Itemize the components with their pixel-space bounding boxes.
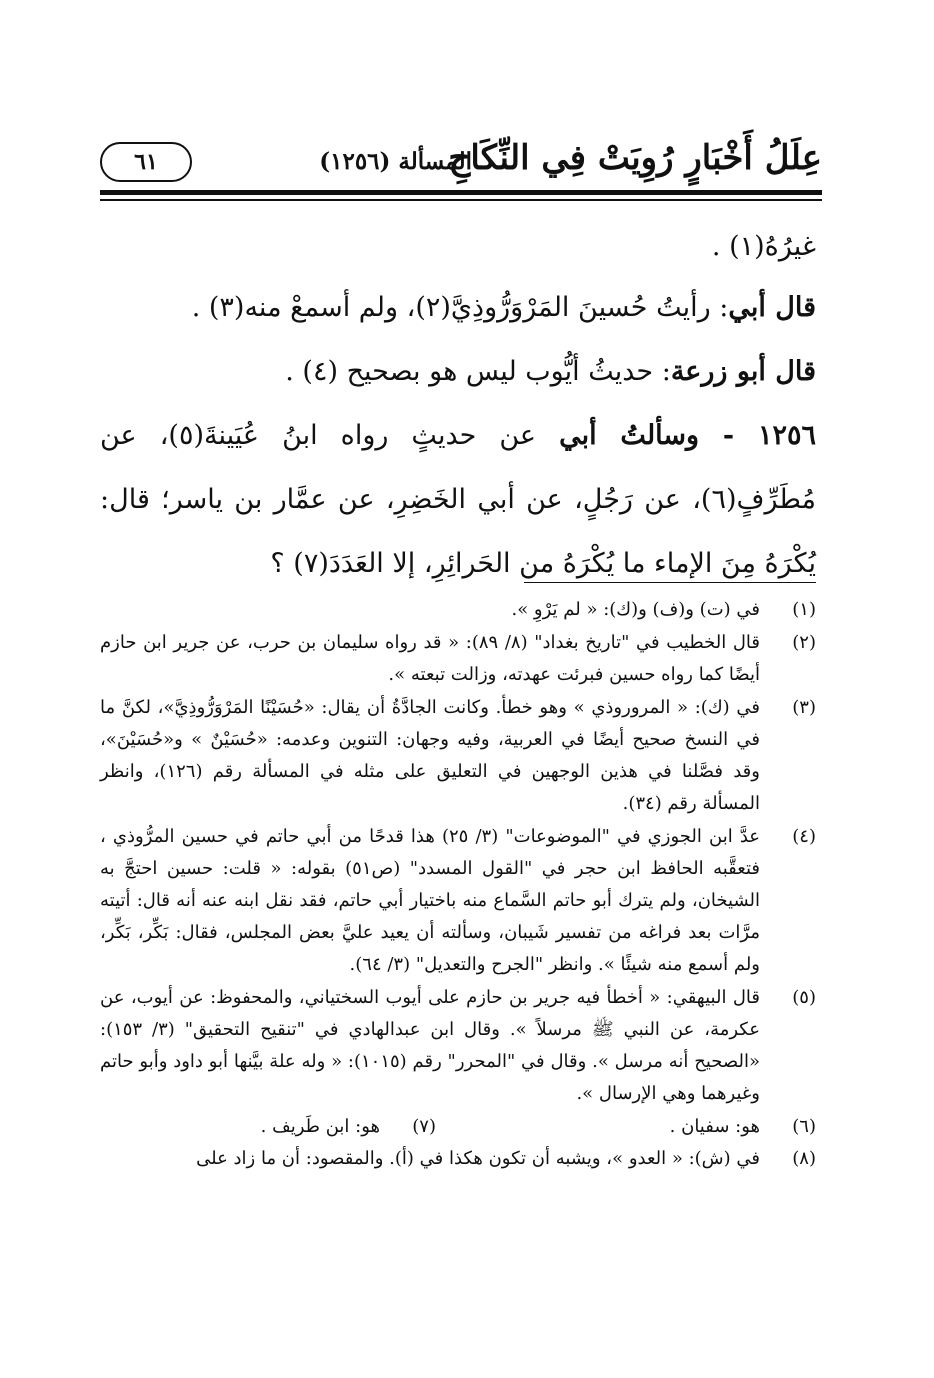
footnote-text: في (ت) و(ف) و(ك): « لم يَرْوِ ». [511,599,760,620]
footnote-separator [524,582,816,583]
footnote-pair [100,1111,816,1143]
footnote-number: (٨) [792,1148,816,1169]
footnote-number: (٦) [792,1116,816,1137]
text-line: غيرُهُ(١) . [711,231,816,262]
footnote-number: (٢) [792,632,816,653]
main-text [100,218,816,596]
header-rule-thick [100,190,822,195]
footnote-text: في (ك): « المروروذي » وهو خطأ. وكانت الجادَّةُ أن يقال: «حُسَيْنًا المَرْوَرُّوذِيَّ»، لكنَّ ما في النسخ صحيح أيضًا في العربية، وفيه وجهان: التنوين وعدمه: «حُسَيْنٌ » و«حُسَيْنَ»، وقد فصَّلنا في هذين الوجهين في التعليق على مثله في المسألة رقم (١٢٦)، وانظر المسألة رقم (٣٤). [100,697,760,814]
text-span: : حديثُ أيُّوب ليس هو بصحيح (٤) . [285,356,671,387]
text-span: عن حديثٍ رواه ابنُ عُيَينةَ(٥)، عن مُطَرِّفٍ(٦)، عن رَجُلٍ، عن أبي الخَضِرِ، عن عمَّار بن ياسر؛ قال: يُكْرَهُ مِنَ الإماء ما يُكْرَهُ من الحَرائِرِ، إلا العَدَدَ(٧) ؟ [100,420,816,579]
footnote [100,821,816,981]
footnote-number: (٥) [792,987,816,1008]
footnote [100,627,816,691]
footnote-text: هو: ابن طَريف . [260,1116,380,1137]
footnote-number: (٤) [792,826,816,847]
header-rule-thin [100,199,822,201]
footnote-number: (١) [792,599,816,620]
issue-heading: ١٢٥٦ - وسألتُ أبي [559,420,816,451]
issue-paragraph [100,404,816,596]
footnote [100,1143,816,1175]
footnote-text: في (ش): « العدو »، ويشبه أن تكون هكذا في (أ). والمقصود: أن ما زاد على [196,1148,760,1169]
footnote-text: قال الخطيب في "تاريخ بغداد" (٨/ ٨٩): « قد رواه سليمان بن حرب، عن جرير ابن حازم أيضًا كما رواه حسين فبرئت عهدته، وزالت تبعته ». [100,632,760,685]
text-line [100,340,816,404]
text-line [100,276,816,340]
footnote-text: قال البيهقي: « أخطأ فيه جرير بن حازم على أيوب السختياني، والمحفوظ: عن أيوب، عن عكرمة، عن النبي ﷺ مرسلاً ». وقال ابن عبدالهادي في "تنقيح التحقيق" (٣/ ١٥٣): «الصحيح أنه مرسل ». وقال في "المحرر" رقم (١٠١٥): « وله علة بيَّنها أبو داود وأبو حاتم وغيرهما وهي الإرسال ». [100,987,760,1104]
footnote [100,692,816,820]
text-span: : رأيتُ حُسينَ المَرْوَرُّوذِيَّ(٢)، ولم أسمعْ منه(٣) . [191,292,729,323]
speaker-label: قال أبو زرعة [670,356,816,387]
footnote [100,594,816,626]
issue-label: المسألة (١٢٥٦) [319,148,472,175]
speaker-label: قال أبي [728,292,816,323]
page-header [100,138,822,188]
footnote-text: هو: سفيان . [669,1116,760,1137]
footnotes [100,594,816,1176]
running-title: عِلَلُ أَخْبَارٍ رُوِيَتْ فِي النِّكَاحِ [448,138,822,178]
footnote [100,982,816,1110]
footnote-number: (٣) [792,697,816,718]
page-number-badge: ٦١ [100,142,192,182]
footnote-text: عدَّ ابن الجوزي في "الموضوعات" (٣/ ٢٥) هذا قدحًا من أبي حاتم في حسين المرُّوذي ، فتعقَّبه الحافظ ابن حجر في "القول المسدد" (ص٥١) بقوله: « قلت: حسين احتجَّ به الشيخان، ولم يترك أبو حاتم السَّماع منه باختيار أبي حاتم، فقد نقل ابنه عنه أنه قال: أتيته مرَّات بعد فراغه من تفسير شَيبان، وسألته أن يعيد عليَّ بعض المجلس، فقال: بَكِّر، بَكِّر، ولم أسمع منه شيئًا ». وانظر "الجرح والتعديل" (٣/ ٦٤). [100,826,761,975]
footnote-number: (٧) [412,1116,436,1137]
